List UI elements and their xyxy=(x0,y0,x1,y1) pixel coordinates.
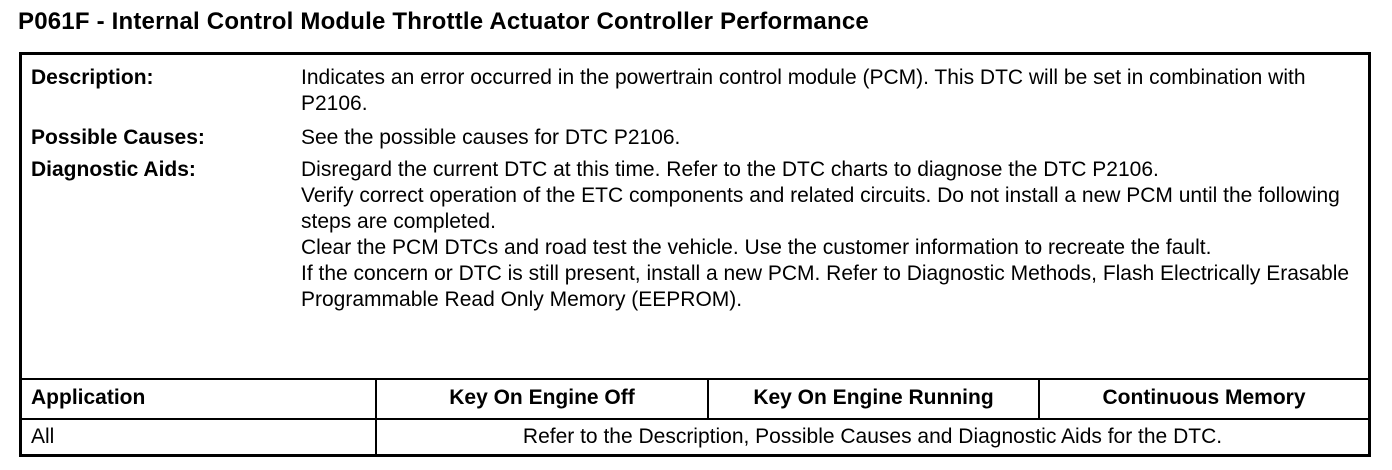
page-title: P061F - Internal Control Module Throttle Actuator Controller Performance xyxy=(18,8,869,35)
diagnostic-aids-paragraph: Clear the PCM DTCs and road test the vehicle. Use the customer information to recreate the fault. xyxy=(301,236,1212,259)
application-note: Refer to the Description, Possible Causes and Diagnostic Aids for the DTC. xyxy=(522,425,1223,448)
possible-causes-label: Possible Causes: xyxy=(31,126,205,149)
diagnostic-aids-paragraph: Verify correct operation of the ETC components and related circuits. Do not install a new PCM until the following steps are completed. xyxy=(301,184,1340,233)
dtc-details xyxy=(22,55,1368,378)
diagnostic-aids-label: Diagnostic Aids: xyxy=(31,158,196,181)
application-value: All xyxy=(31,425,55,448)
continuous-memory-header: Continuous Memory xyxy=(1102,386,1306,409)
key-on-engine-off-header: Key On Engine Off xyxy=(449,386,635,409)
possible-causes-text xyxy=(301,125,1365,151)
diagnostic-aids-text xyxy=(301,157,1365,313)
table-row-divider xyxy=(22,418,1368,420)
dtc-info-box xyxy=(19,52,1371,457)
diagnostic-aids-paragraph: If the concern or DTC is still present, install a new PCM. Refer to Diagnostic Methods, Flash Electrically Erasable Programmable Read Only Memory (EEPROM). xyxy=(301,262,1350,311)
possible-causes-paragraph: See the possible causes for DTC P2106. xyxy=(301,126,681,149)
table-top-divider xyxy=(22,378,1368,380)
description-paragraph: Indicates an error occurred in the powertrain control module (PCM). This DTC will be set in combination with P2106. xyxy=(301,66,1306,115)
key-on-engine-running-header: Key On Engine Running xyxy=(753,386,994,409)
diagnostic-aids-paragraph: Disregard the current DTC at this time. Refer to the DTC charts to diagnose the DTC P2106. xyxy=(301,158,1159,181)
description-label: Description: xyxy=(31,66,154,89)
application-header: Application xyxy=(31,386,146,409)
description-text xyxy=(301,65,1365,117)
